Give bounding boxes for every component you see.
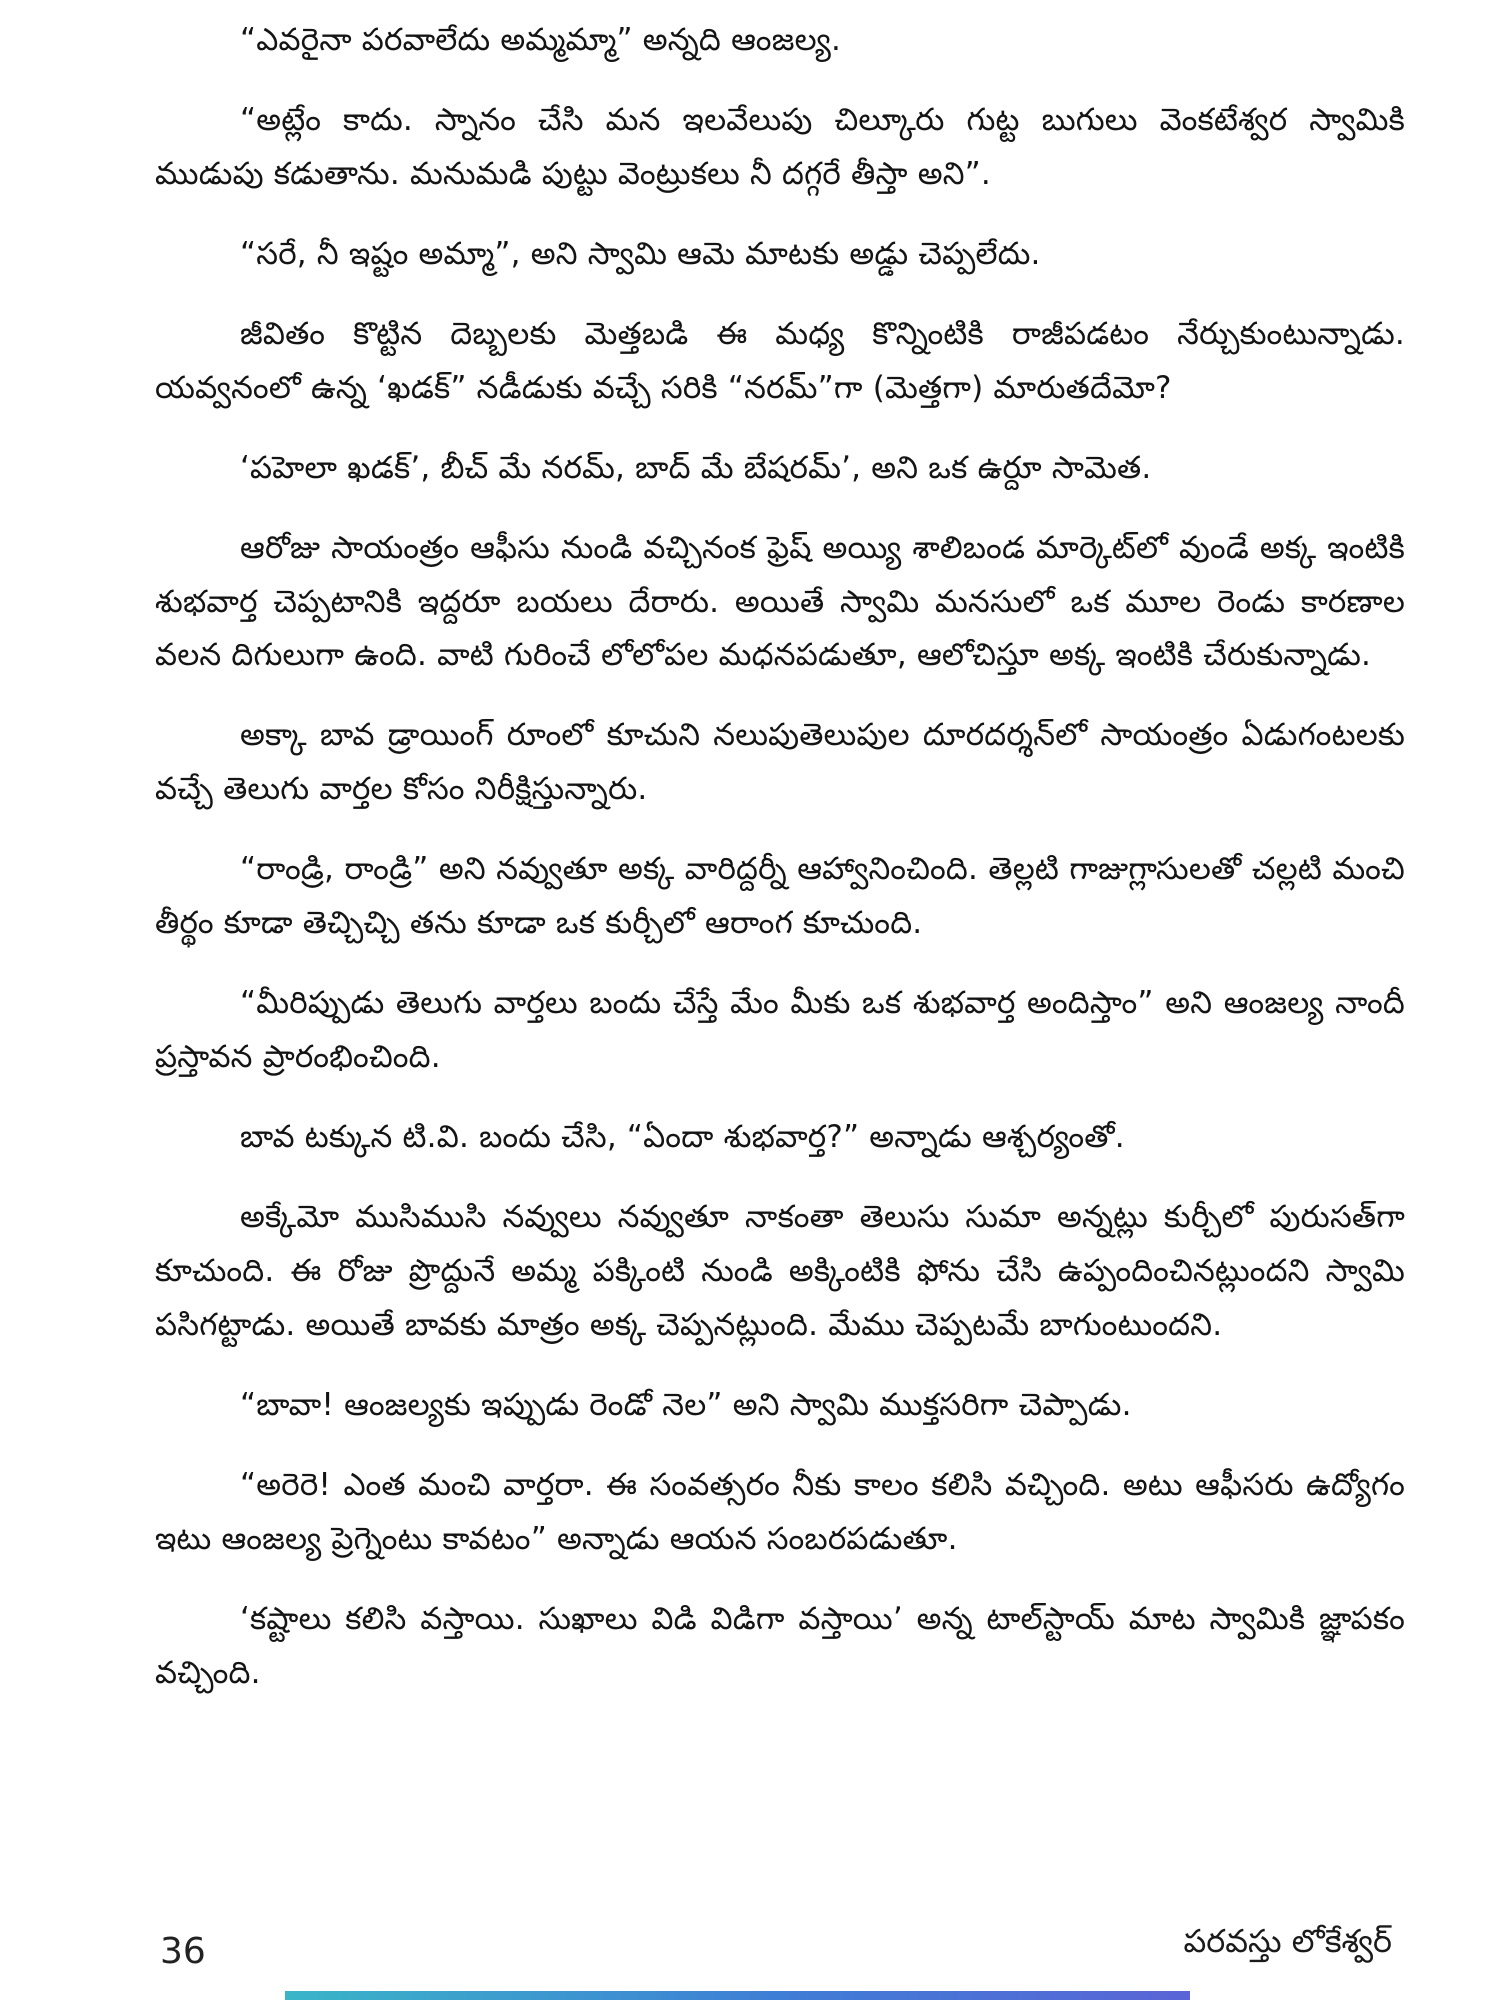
page-number: 36 — [160, 1931, 206, 1972]
paragraph: “అట్లేం కాదు. స్నానం చేసి మన ఇలవేలుపు చిల్కూరు గుట్ట బుగులు వెంకటేశ్వర స్వామికి ముడుపు కడుతాను. మనుమడి పుట్టు వెంట్రుకలు నీ దగ్గరే తీస్తా అని”. — [155, 101, 1405, 192]
page-footer — [0, 1922, 1500, 1972]
paragraph: “అరెరె! ఎంత మంచి వార్తరా. ఈ సంవత్సరం నీకు కాలం కలిసి వచ్చింది. అటు ఆఫీసరు ఉద్యోగం ఇటు ఆంజల్య ప్రెగ్నెంటు కావటం” అన్నాడు ఆయన సంబరపడుతూ. — [155, 1466, 1405, 1557]
paragraph: “రాండ్రి, రాండ్రి” అని నవ్వుతూ అక్క వారిద్దర్నీ ఆహ్వానించింది. తెల్లటి గాజుగ్లాసులతో చల్లటి మంచి తీర్థం కూడా తెచ్చిచ్చి తను కూడా ఒక కుర్చీలో ఆరాంగ కూచుంది. — [155, 851, 1405, 942]
page-text-column — [155, 14, 1405, 1726]
paragraph: అక్కా బావ డ్రాయింగ్ రూంలో కూచుని నలుపుతెలుపుల దూరదర్శన్‌లో సాయంత్రం ఏడుగంటలకు వచ్చే తెలుగు వార్తల కోసం నిరీక్షిస్తున్నారు. — [155, 717, 1405, 808]
paragraph: ‘కష్టాలు కలిసి వస్తాయి. సుఖాలు విడి విడిగా వస్తాయి’ అన్న టాల్‌స్టాయ్ మాట స్వామికి జ్ఞాపకం వచ్చింది. — [155, 1600, 1405, 1691]
paragraph: “మీరిప్పుడు తెలుగు వార్తలు బందు చేస్తే మేం మీకు ఒక శుభవార్త అందిస్తాం” అని ఆంజల్య నాందీ ప్రస్తావన ప్రారంభించింది. — [155, 985, 1405, 1076]
bottom-accent-bar — [285, 1991, 1190, 2000]
paragraph: జీవితం కొట్టిన దెబ్బలకు మెత్తబడి ఈ మధ్య కొన్నింటికి రాజీపడటం నేర్చుకుంటున్నాడు. యవ్వనంలో ఉన్న ‘ఖడక్” నడీడుకు వచ్చే సరికి “నరమ్”గా (మెత్తగా) మారుతదేమో? — [155, 315, 1405, 406]
paragraph: “ఎవరైనా పరవాలేదు అమ్మమ్మా” అన్నది ఆంజల్య. — [240, 22, 842, 58]
paragraph: “సరే, నీ ఇష్టం అమ్మా”, అని స్వామి ఆమె మాటకు అడ్డు చెప్పలేదు. — [240, 235, 1041, 272]
paragraph: ఆరోజు సాయంత్రం ఆఫీసు నుండి వచ్చినంక ఫ్రెష్ అయ్యి శాలిబండ మార్కెట్‌లో వుండే అక్క ఇంటికి శుభవార్త చెప్పటానికి ఇద్దరూ బయలు దేరారు. అయితే స్వామి మనసులో ఒక మూల రెండు కారణాల వలన దిగులుగా ఉంది. వాటి గురించే లోలోపల మధనపడుతూ, ఆలోచిస్తూ అక్క ఇంటికి చేరుకున్నాడు. — [155, 529, 1405, 674]
paragraph: అక్కేమో ముసిముసి నవ్వులు నవ్వుతూ నాకంతా తెలుసు సుమా అన్నట్లు కుర్చీలో పురుసత్‌గా కూచుంది. ఈ రోజు ప్రొద్దునే అమ్మ పక్కింటి నుండి అక్కింటికి ఫోను చేసి ఉప్పందించినట్లుందని స్వామి పసిగట్టాడు. అయితే బావకు మాత్రం అక్క చెప్పనట్లుంది. మేము చెప్పటమే బాగుంటుందని. — [155, 1198, 1405, 1343]
paragraph: “బావా! ఆంజల్యకు ఇప్పుడు రెండో నెల” అని స్వామి ముక్తసరిగా చెప్పాడు. — [240, 1386, 1132, 1423]
author-name: పరవస్తు లోకేశ్వర్ — [1183, 1922, 1392, 1960]
paragraph: బావ టక్కున టి.వి. బందు చేసి, “ఏందా శుభవార్త?” అన్నాడు ఆశ్చర్యంతో. — [240, 1119, 1125, 1155]
paragraph: ‘పహెలా ఖడక్’, బీచ్ మే నరమ్, బాద్ మే బేషరమ్’, అని ఒక ఉర్దూ సామెత. — [240, 449, 1152, 486]
